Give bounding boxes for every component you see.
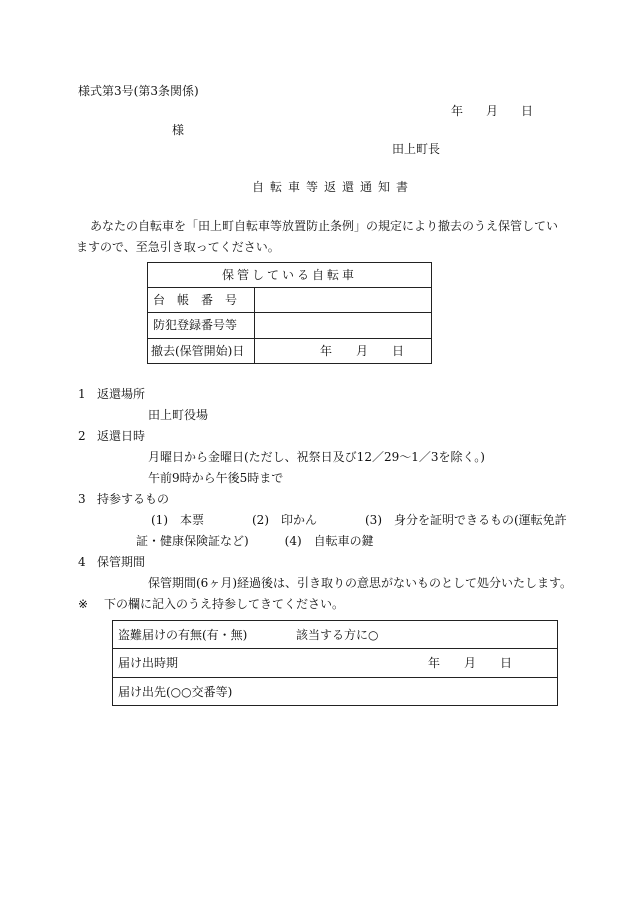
document-title: 自転車等返還通知書 [252,180,415,194]
intro-line-2: ますので、至急引き取ってください。 [76,240,280,254]
section-4-title: 保管期間 [97,555,146,569]
note-text: 下の欄に記入のうえ持参してきてください。 [104,597,345,611]
recipient-suffix: 様 [172,123,185,137]
intro-line-1: あなたの自転車を「田上町自転車等放置防止条例」の規定により撤去のうえ保管してい [90,219,559,233]
section-2-number: 2 [78,429,86,443]
section-1-title: 返還場所 [97,387,146,401]
crime-prevention-number-label: 防犯登録番号等 [153,318,238,332]
items-to-bring-line-2: 証・健康保険証など) (4) 自転車の鍵 [136,534,374,548]
theft-report-hint: 該当する方に○ [296,628,379,642]
date-year-label: 年 [451,104,464,118]
date-month-label: 月 [486,104,499,118]
date-day-label: 日 [521,104,534,118]
return-hours-detail: 午前9時から午後5時まで [148,471,284,485]
bicycle-table-column-divider [254,287,255,364]
issuer-name: 田上町長 [392,142,441,156]
theft-report-label: 盗難届けの有無(有・無) [118,628,248,642]
storage-period-detail: 保管期間(6ヶ月)経過後は、引き取りの意思がないものとして処分いたします。 [148,576,573,590]
items-to-bring-line-1: (1) 本票 (2) 印かん (3) 身分を証明できるもの(運転免許 [151,513,567,527]
section-3-number: 3 [78,492,86,506]
form-number: 様式第3号(第3条関係) [78,84,199,98]
report-date-value: 年 月 日 [428,656,513,670]
report-date-label: 届け出時期 [118,656,179,670]
ledger-number-label: 台 帳 番 号 [153,293,238,307]
removal-date-label: 撤去(保管開始)日 [151,344,245,358]
removal-date-value: 年 月 日 [320,344,405,358]
return-place-detail: 田上町役場 [148,408,209,422]
theft-table-divider [112,677,558,678]
section-4-number: 4 [78,555,86,569]
section-3-title: 持参するもの [97,492,170,506]
return-days-detail: 月曜日から金曜日(ただし、祝祭日及び12／29〜1／3を除く。) [148,450,485,464]
report-destination-label: 届け出先(○○交番等) [118,685,233,699]
bicycle-table-divider [147,287,432,288]
bicycle-table-divider [147,338,432,339]
bicycle-table-heading: 保管している自転車 [222,268,358,282]
section-2-title: 返還日時 [97,429,146,443]
note-mark: ※ [78,597,89,611]
bicycle-table-divider [147,312,432,313]
section-1-number: 1 [78,387,86,401]
theft-table-divider [112,648,558,649]
